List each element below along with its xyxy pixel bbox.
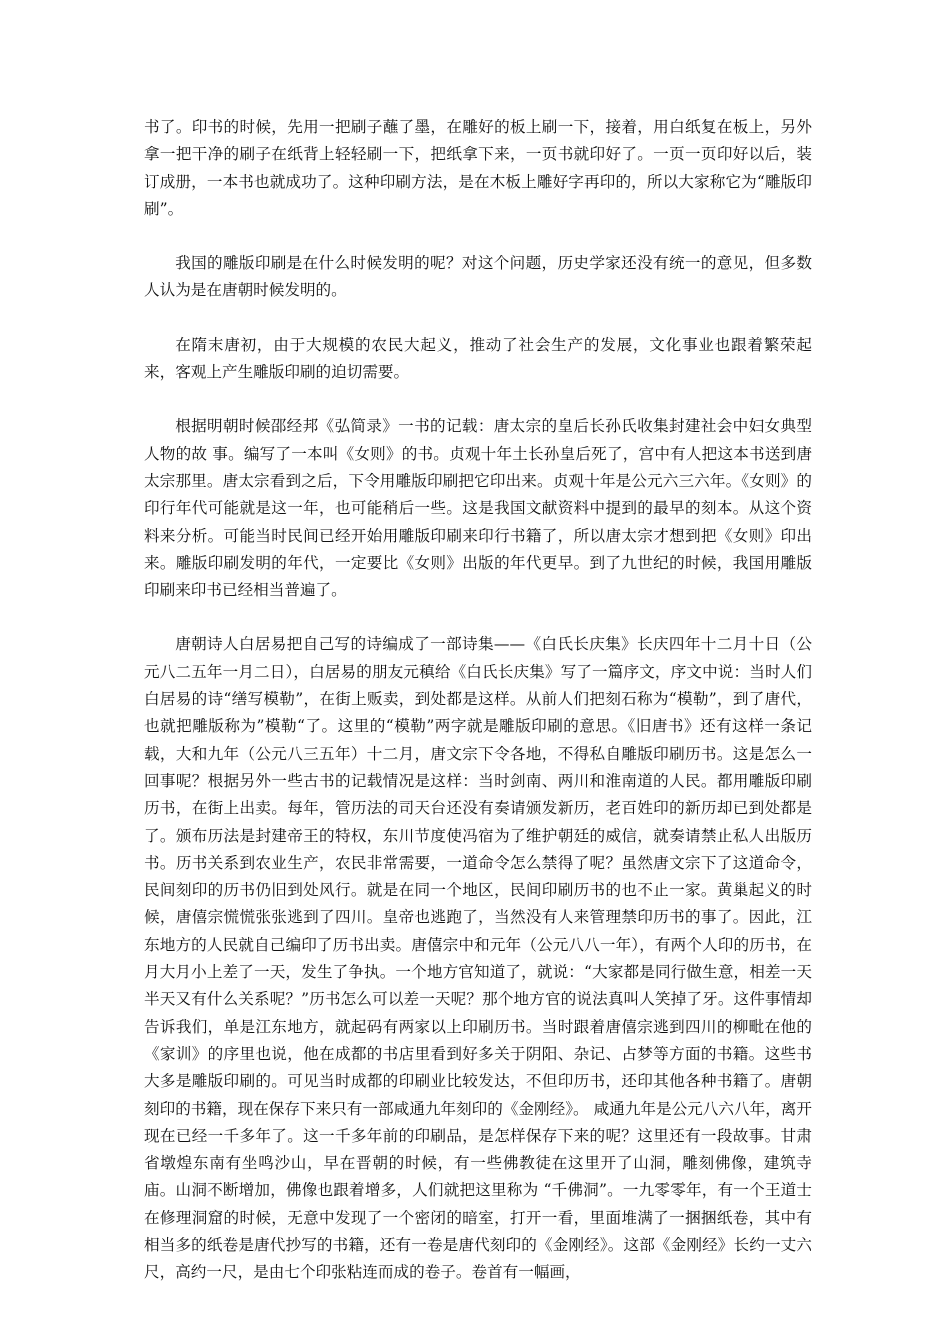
paragraph-invention-question: 我国的雕版印刷是在什么时候发明的呢？对这个问题，历史学家还没有统一的意见，但多数人认为是在唐朝时候发明的。 xyxy=(144,254,812,300)
paragraph-sui-tang: 在隋末唐初，由于大规模的农民大起义，推动了社会生产的发展，文化事业也跟着繁荣起来，客观上产生雕版印刷的迫切需要。 xyxy=(144,335,812,382)
paragraph-bai-juyi: 唐朝诗人白居易把自己写的诗编成了一部诗集——《白氏长庆集》长庆四年十二月十日（公元八二五年一月二日），白居易的朋友元稹给《白氏长庆集》写了一篇序文，序文中说：当时人们白居易的诗“缮写模勒”，在街上贩卖，到处都是这样。从前人们把刻石称为“模勒”，到了唐代，也就把雕版称为”模勒“了。这里的“模勒”两字就是雕版印刷的意思。《旧唐书》还有这样一条记载，大和九年（公元八三五年）十二月，唐文宗下令各地，不得私自雕版印刷历书。这是怎么一回事呢？根据另外一些古书的记载情况是这样：当时剑南、两川和淮南道的人民。都用雕版印刷历书，在街上出卖。每年，管历法的司天台还没有奏请颁发新历，老百姓印的新历却已到处都是了。颁布历法是封建帝王的特权，东川节度使冯宿为了维护朝廷的威信，就奏请禁止私人出版历书。历书关系到农业生产，农民非常需要，一道命令怎么禁得了呢？虽然唐文宗下了这道命令，民间刻印的历书仍旧到处风行。就是在同一个地区，民间印刷历书的也不止一家。黄巢起义的时候，唐僖宗慌慌张张逃到了四川。皇帝也逃跑了，当然没有人来管理禁印历书的事了。因此，江东地方的人民就自己编印了历书出卖。唐僖宗中和元年（公元八八一年），有两个人印的历书，在月大月小上差了一天，发生了争执。一个地方官知道了，就说：“大家都是同行做生意，相差一天半天又有什么关系呢？”历书怎么可以差一天呢？那个地方官的说法真叫人笑掉了牙。这件事情却告诉我们，单是江东地方，就起码有两家以上印刷历书。当时跟着唐僖宗逃到四川的柳毗在他的《家训》的序里也说，他在成都的书店里看到好多关于阴阳、杂记、占梦等方面的书籍。这些书大多是雕版印刷的。可见当时成都的印刷业比较发达，不但印历书，还印其他各种书籍了。唐朝刻印的书籍，现在保存下来只有一部咸通九年刻印的《金刚经》。 咸通九年是公元八六八年，离开现在已经一千多年了。这一千多年前的印刷品，是怎样保存下来的呢？这里还有一段故事。甘肃省墩煌东南有坐鸣沙山，早在晋朝的时候，有一些佛教徒在这里开了山洞，雕刻佛像，建筑寺庙。山洞不断增加，佛像也跟着增多，人们就把这里称为 “千佛洞”。一九零零年，有一个王道士在修理洞窟的时候，无意中发现了一个密闭的暗室，打开一看，里面堆满了一捆捆纸卷，其中有相当多的纸卷是唐代抄写的书籍，还有一卷是唐代刻印的《金刚经》。这部《金刚经》长约一丈六尺，高约一尺，是由七个印张粘连而成的卷子。卷首有一幅画， xyxy=(144,635,812,1282)
paragraph-nvze: 根据明朝时候邵经邦《弘简录》一书的记载：唐太宗的皇后长孙氏收集封建社会中妇女典型人物的故 事。编写了一本叫《女则》的书。贞观十年土长孙皇后死了，宫中有人把这本书送到唐太宗那里。唐太宗看到之后，下令用雕版印刷把它印出来。贞观十年是公元六三六年。《女则》的印行年代可能就是这一年，也可能稍后一些。这是我国文献资料中提到的最早的刻本。从这个资料来分析。可能当时民间已经开始用雕版印刷来印行书籍了，所以唐太宗才想到把《女则》印出来。雕版印刷发明的年代，一定要比《女则》出版的年代更早。到了九世纪的时候，我国用雕版印刷来印书已经相当普遍了。 xyxy=(144,417,812,600)
paragraph-printing-method: 书了。印书的时候，先用一把刷子蘸了墨，在雕好的板上刷一下，接着，用白纸复在板上，另外拿一把干净的刷子在纸背上轻轻刷一下，把纸拿下来，一页书就印好了。一页一页印好以后，装订成册，一本书也就成功了。这种印刷方法，是在木板上雕好字再印的，所以大家称它为“雕版印刷”。 xyxy=(144,118,812,218)
document-page xyxy=(144,114,812,1287)
